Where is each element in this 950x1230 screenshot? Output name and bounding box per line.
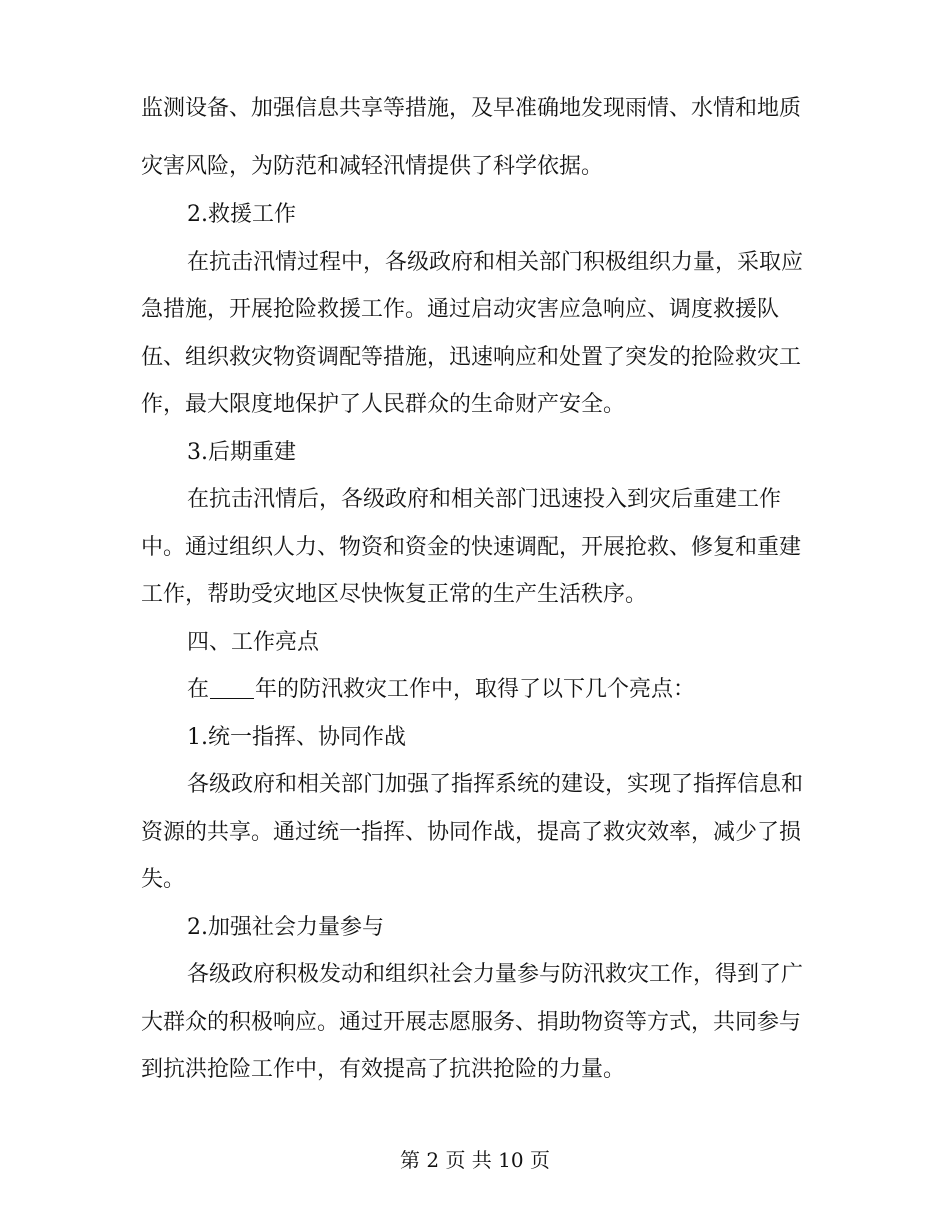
page-number-footer: 第 2 页 共 10 页 [400,1148,550,1172]
text-fragment: 年的防汛救灾工作中，取得了以下几个亮点： [255,677,696,702]
text-line: 失。 [141,867,186,892]
text-line: 各级政府积极发动和组织社会力量参与防汛救灾工作，得到了广 [187,962,804,987]
section-heading-rebuild: 3.后期重建 [187,440,296,465]
text-line: 作，最大限度地保护了人民群众的生命财产安全。 [141,392,626,417]
text-fragment: 在 [187,677,210,702]
text-line: 各级政府和相关部门加强了指挥系统的建设，实现了指挥信息和 [187,772,804,797]
text-line: 工作，帮助受灾地区尽快恢复正常的生产生活秩序。 [141,582,648,607]
text-line: 监测设备、加强信息共享等措施，及早准确地发现雨情、水情和地质 [141,96,802,121]
section-heading-command: 1.统一指挥、协同作战 [187,725,406,750]
year-blank [210,678,254,699]
text-line: 急措施，开展抢险救援工作。通过启动灾害应急响应、调度救援队 [141,297,780,322]
text-line: 大群众的积极响应。通过开展志愿服务、捐助物资等方式，共同参与 [141,1010,802,1035]
text-line: 伍、组织救灾物资调配等措施，迅速响应和处置了突发的抢险救灾工 [141,345,802,370]
section-heading-highlights: 四、工作亮点 [187,630,320,655]
text-line: 中。通过组织人力、物资和资金的快速调配，开展抢救、修复和重建 [141,535,802,560]
section-heading-rescue: 2.救援工作 [187,202,296,227]
text-line [187,676,695,704]
text-line: 在抗击汛情后，各级政府和相关部门迅速投入到灾后重建工作 [187,487,782,512]
text-line: 灾害风险，为防范和减轻汛情提供了科学依据。 [141,154,604,179]
section-heading-social: 2.加强社会力量参与 [187,915,384,940]
text-line: 在抗击汛情过程中，各级政府和相关部门积极组织力量，采取应 [187,250,804,275]
text-line: 到抗洪抢险工作中，有效提高了抗洪抢险的力量。 [141,1057,626,1082]
text-line: 资源的共享。通过统一指挥、协同作战，提高了救灾效率，减少了损 [141,820,802,845]
